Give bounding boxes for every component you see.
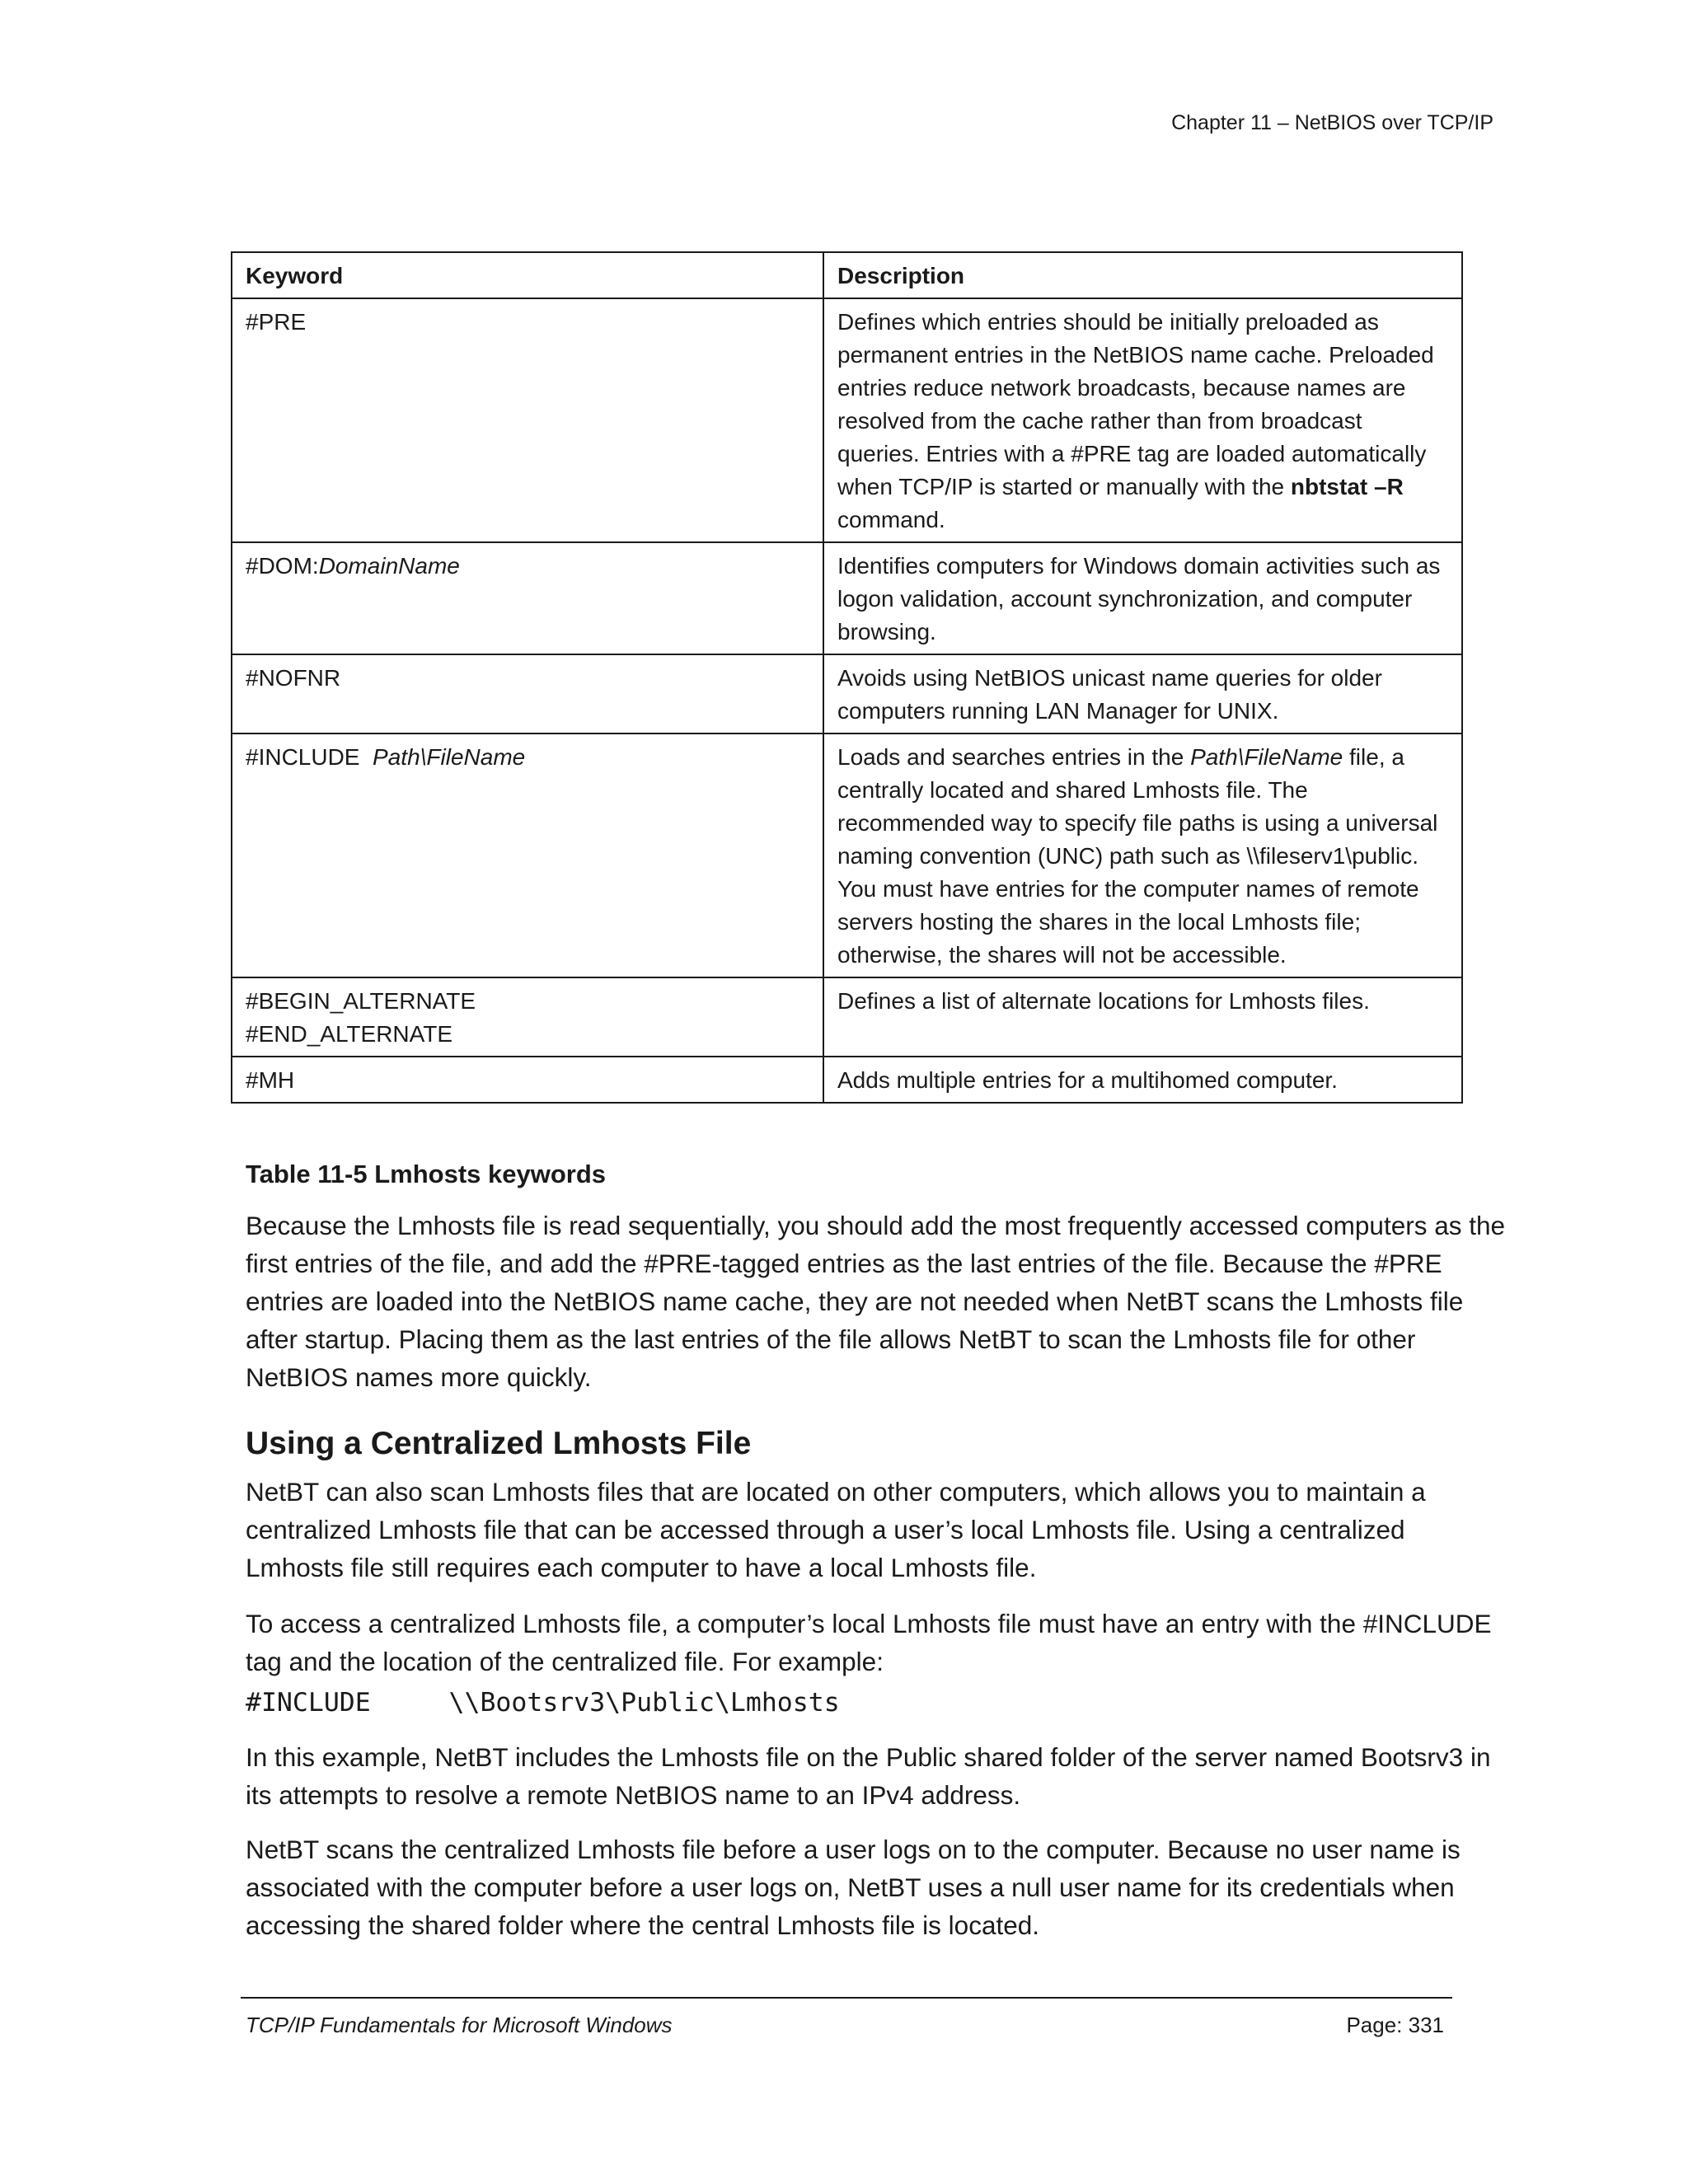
centralized-lmhosts-section bbox=[246, 1423, 1507, 1944]
paragraph: NetBT scans the centralized Lmhosts file before a user logs on to the computer. Because no user name is associated with the computer before a user logs on, NetBT uses a null user name for its credentials when accessing the shared folder where the central Lmhosts file is located. bbox=[246, 1835, 1461, 1940]
paragraph: In this example, NetBT includes the Lmhosts file on the Public shared folder of the server named Bootsrv3 in its attempts to resolve a remote NetBIOS name to an IPv4 address. bbox=[246, 1742, 1491, 1810]
column-header-description: Description bbox=[823, 252, 1462, 298]
paragraph: To access a centralized Lmhosts file, a computer’s local Lmhosts file must have an entry with the #INCLUDE tag and the location of the centralized file. For example: bbox=[246, 1609, 1492, 1676]
keyword-text: #INCLUDE bbox=[246, 744, 373, 770]
paragraph: Because the Lmhosts file is read sequentially, you should add the most frequently accessed computers as the first entries of the file, and add the #PRE-tagged entries as the last entries of the file. Because the #PRE entries are loaded into the NetBIOS name cache, they are not needed when NetBT scans the Lmhosts file after startup. Placing them as the last entries of the file allows NetBT to scan the Lmhosts file for other NetBIOS names more quickly. bbox=[246, 1211, 1506, 1392]
lmhosts-keywords-table bbox=[231, 251, 1463, 1104]
description-text: Defines which entries should be initially preloaded as permanent entries in the NetBIOS name cache. Preloaded entries reduce network broadcasts, because names are resolved from the cache rather than from broadcast queries. Entries with a #PRE tag are loaded automatically when TCP/IP is started or manually with the bbox=[837, 309, 1434, 499]
keyword-cell: #PRE bbox=[232, 298, 823, 542]
description-cell: Adds multiple entries for a multihomed computer. bbox=[823, 1057, 1462, 1103]
description-cell: Identifies computers for Windows domain activities such as logon validation, account synchronization, and computer browsing. bbox=[823, 542, 1462, 654]
keyword-cell bbox=[232, 977, 823, 1057]
keyword-cell: #MH bbox=[232, 1057, 823, 1103]
description-cell bbox=[823, 733, 1462, 977]
table-row bbox=[232, 654, 1462, 733]
section-heading: Using a Centralized Lmhosts File bbox=[246, 1426, 752, 1461]
column-header-keyword: Keyword bbox=[232, 252, 823, 298]
code-example: #INCLUDE \\Bootsrv3\Public\Lmhosts bbox=[246, 1688, 840, 1718]
keyword-parameter: Path\FileName bbox=[373, 744, 526, 770]
footer-divider bbox=[241, 1997, 1452, 1999]
command-name: nbtstat –R bbox=[1290, 474, 1404, 499]
table-row bbox=[232, 1057, 1462, 1103]
keyword-parameter: DomainName bbox=[318, 553, 460, 579]
file-path-parameter: Path\FileName bbox=[1190, 744, 1343, 770]
table-caption: Table 11-5 Lmhosts keywords bbox=[246, 1160, 607, 1188]
intro-paragraph-block bbox=[246, 1207, 1507, 1396]
paragraph: NetBT can also scan Lmhosts files that are located on other computers, which allows you to maintain a centralized Lmhosts file that can be accessed through a user’s local Lmhosts file. Using a centralized Lmhosts file still requires each computer to have a local Lmhosts file. bbox=[246, 1477, 1426, 1582]
keyword-text: #DOM: bbox=[246, 553, 319, 579]
description-text: file, a centrally located and shared Lmhosts file. The recommended way to specify file paths is using a universal naming convention (UNC) path such as \\fileserv1\public. You must have entries for the computer names of remote servers hosting the shares in the local Lmhosts file; otherwise, the shares will not be accessible. bbox=[837, 744, 1438, 968]
table-row bbox=[232, 977, 1462, 1057]
description-cell: Avoids using NetBIOS unicast name queries for older computers running LAN Manager for UNIX. bbox=[823, 654, 1462, 733]
keyword-cell bbox=[232, 542, 823, 654]
description-text-end: command. bbox=[837, 507, 945, 532]
running-header: Chapter 11 – NetBIOS over TCP/IP bbox=[1171, 111, 1493, 134]
table-row bbox=[232, 542, 1462, 654]
keyword-cell: #NOFNR bbox=[232, 654, 823, 733]
keyword-text: #END_ALTERNATE bbox=[246, 1021, 453, 1047]
footer-book-title: TCP/IP Fundamentals for Microsoft Windows bbox=[246, 2013, 673, 2037]
table-header-row bbox=[232, 252, 1462, 298]
table-row bbox=[232, 298, 1462, 542]
description-cell: Defines a list of alternate locations for Lmhosts files. bbox=[823, 977, 1462, 1057]
keyword-cell bbox=[232, 733, 823, 977]
footer-page-number: Page: 331 bbox=[1346, 2013, 1444, 2037]
keyword-text: #BEGIN_ALTERNATE bbox=[246, 988, 476, 1014]
table-row bbox=[232, 733, 1462, 977]
description-text-start: Loads and searches entries in the bbox=[837, 744, 1191, 770]
description-cell bbox=[823, 298, 1462, 542]
